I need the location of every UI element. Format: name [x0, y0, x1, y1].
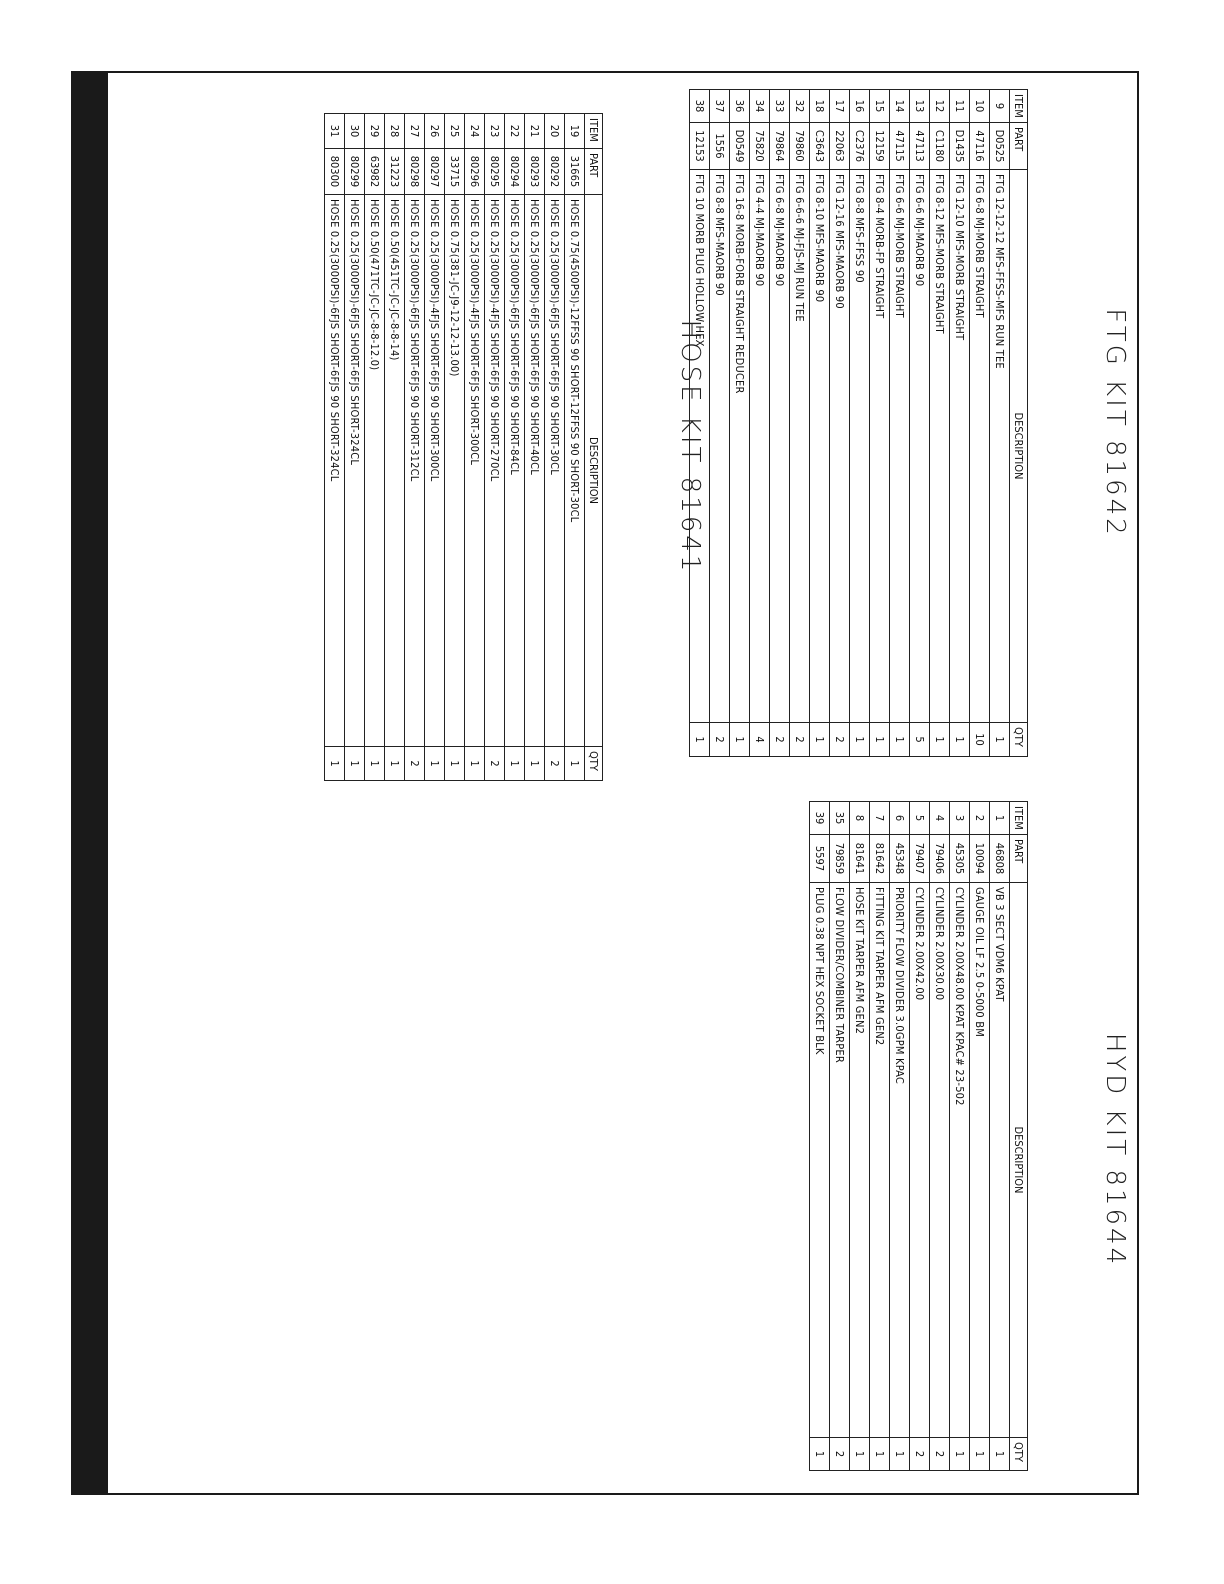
rotated-sheet — [85, 79, 1130, 1491]
qty-cell: 1 — [950, 1437, 970, 1470]
description-cell: FTG 8-4 MORB-FP STRAIGHT — [870, 169, 890, 722]
part-cell: D0525 — [990, 122, 1010, 169]
qty-cell: 1 — [690, 723, 710, 757]
qty-cell: 1 — [730, 723, 750, 757]
header-qty: QTY — [585, 747, 603, 781]
description-cell: HOSE 0.25(3000PSI)-6FJS SHORT-6FJS 90 SHORT-84CL — [505, 194, 525, 746]
part-cell: D1435 — [950, 122, 970, 169]
table-row — [890, 802, 910, 1471]
description-cell: FTG 8-8 MFS-FFSS 90 — [850, 169, 870, 722]
description-cell: HOSE 0.25(3000PSI)-6FJS SHORT-6FJS 90 SHORT-30CL — [545, 194, 565, 746]
part-cell: 80299 — [345, 148, 365, 194]
part-cell: 12159 — [870, 122, 890, 169]
item-cell: 7 — [870, 802, 890, 835]
item-cell: 29 — [365, 114, 385, 149]
qty-cell: 1 — [810, 723, 830, 757]
qty-cell: 2 — [790, 723, 810, 757]
part-cell: 1556 — [710, 122, 730, 169]
part-cell: 80297 — [425, 148, 445, 194]
qty-cell: 1 — [465, 747, 485, 781]
item-cell: 2 — [970, 802, 990, 835]
table-header-row — [1010, 90, 1028, 757]
item-cell: 37 — [710, 90, 730, 123]
description-cell: FTG 8-8 MFS-MAORB 90 — [710, 169, 730, 722]
table-row — [990, 802, 1010, 1471]
hose-kit-table — [324, 113, 603, 781]
description-cell: PRIORITY FLOW DIVIDER 3.0GPM KPAC — [890, 882, 910, 1437]
item-cell: 18 — [810, 90, 830, 123]
part-cell: 31223 — [385, 148, 405, 194]
item-cell: 14 — [890, 90, 910, 123]
description-cell: HOSE 0.25(3000PSI)-6FJS SHORT-6FJS 90 SHORT-40CL — [525, 194, 545, 746]
part-cell: C3643 — [810, 122, 830, 169]
qty-cell: 1 — [385, 747, 405, 781]
qty-cell: 1 — [970, 1437, 990, 1470]
qty-cell: 1 — [325, 747, 345, 781]
table-row — [405, 114, 425, 781]
ftg-kit-title: FTG KIT 81642 — [1100, 308, 1130, 538]
item-cell: 3 — [950, 802, 970, 835]
header-description: DESCRIPTION — [585, 194, 603, 746]
qty-cell: 4 — [750, 723, 770, 757]
description-cell: CYLINDER 2.00X30.00 — [930, 882, 950, 1437]
part-cell: 80295 — [485, 148, 505, 194]
item-cell: 12 — [930, 90, 950, 123]
table-row — [790, 90, 810, 757]
description-cell: FTG 8-10 MFS-MAORB 90 — [810, 169, 830, 722]
description-cell: FTG 12-12-12 MFS-FFSS-MFS RUN TEE — [990, 169, 1010, 722]
qty-cell: 1 — [950, 723, 970, 757]
qty-cell: 2 — [830, 1437, 850, 1470]
item-cell: 34 — [750, 90, 770, 123]
description-cell: HOSE 0.25(3000PSI)-6FJS SHORT-6FJS 90 SHORT-312CL — [405, 194, 425, 746]
part-cell: 79407 — [910, 834, 930, 882]
description-cell: FTG 8-12 MFS-MORB STRAIGHT — [930, 169, 950, 722]
description-cell: FTG 6-6 MJ-MAORB 90 — [910, 169, 930, 722]
part-cell: 80294 — [505, 148, 525, 194]
table-row — [810, 90, 830, 757]
description-cell: FTG 6-8 MJ-MORB STRAIGHT — [970, 169, 990, 722]
item-cell: 39 — [810, 802, 830, 835]
qty-cell: 2 — [830, 723, 850, 757]
qty-cell: 10 — [970, 723, 990, 757]
part-cell: 47115 — [890, 122, 910, 169]
part-cell: C2376 — [850, 122, 870, 169]
qty-cell: 5 — [910, 723, 930, 757]
table-row — [750, 90, 770, 757]
table-header-row — [585, 114, 603, 781]
description-cell: CYLINDER 2.00X42.00 — [910, 882, 930, 1437]
description-cell: FTG 4-4 MJ-MAORB 90 — [750, 169, 770, 722]
description-cell: FLOW DIVIDER/COMBINER TARPER — [830, 882, 850, 1437]
table-row — [850, 802, 870, 1471]
qty-cell: 1 — [425, 747, 445, 781]
qty-cell: 1 — [445, 747, 465, 781]
qty-cell: 1 — [850, 723, 870, 757]
part-cell: 79859 — [830, 834, 850, 882]
description-cell: HOSE 0.75(381-JC-J9-12-12-13.00) — [445, 194, 465, 746]
header-description: DESCRIPTION — [1010, 169, 1028, 722]
qty-cell: 1 — [990, 1437, 1010, 1470]
qty-cell: 1 — [890, 1437, 910, 1470]
description-cell: HOSE KIT TARPER AFM GEN2 — [850, 882, 870, 1437]
part-cell: 81641 — [850, 834, 870, 882]
part-cell: 45305 — [950, 834, 970, 882]
item-cell: 5 — [910, 802, 930, 835]
qty-cell: 1 — [565, 747, 585, 781]
header-item: ITEM — [1010, 802, 1028, 835]
table-row — [890, 90, 910, 757]
item-cell: 17 — [830, 90, 850, 123]
description-cell: HOSE 0.25(3000PSI)-4FJS SHORT-6FJS 90 SHORT-270CL — [485, 194, 505, 746]
table-row — [565, 114, 585, 781]
qty-cell: 1 — [345, 747, 365, 781]
part-cell: 79864 — [770, 122, 790, 169]
qty-cell: 1 — [930, 723, 950, 757]
qty-cell: 1 — [870, 723, 890, 757]
table-row — [990, 90, 1010, 757]
item-cell: 23 — [485, 114, 505, 149]
header-part: PART — [1010, 122, 1028, 169]
item-cell: 15 — [870, 90, 890, 123]
table-row — [970, 802, 990, 1471]
table-row — [525, 114, 545, 781]
part-cell: 80293 — [525, 148, 545, 194]
qty-cell: 2 — [910, 1437, 930, 1470]
description-cell: FTG 12-16 MFS-MAORB 90 — [830, 169, 850, 722]
item-cell: 28 — [385, 114, 405, 149]
qty-cell: 2 — [710, 723, 730, 757]
qty-cell: 1 — [850, 1437, 870, 1470]
description-cell: HOSE 0.25(3000PSI)-4FJS SHORT-6FJS SHORT-300CL — [465, 194, 485, 746]
hyd-kit-title: HYD KIT 81644 — [1100, 1032, 1130, 1268]
item-cell: 11 — [950, 90, 970, 123]
part-cell: 75820 — [750, 122, 770, 169]
item-cell: 16 — [850, 90, 870, 123]
header-item: ITEM — [585, 114, 603, 149]
item-cell: 31 — [325, 114, 345, 149]
part-cell: 12153 — [690, 122, 710, 169]
table-row — [910, 802, 930, 1471]
qty-cell: 1 — [505, 747, 525, 781]
table-row — [505, 114, 525, 781]
part-cell: C1180 — [930, 122, 950, 169]
table-row — [870, 802, 890, 1471]
item-cell: 21 — [525, 114, 545, 149]
table-row — [385, 114, 405, 781]
table-row — [830, 90, 850, 757]
description-cell: PLUG 0.38 NPT HEX SOCKET BLK — [810, 882, 830, 1437]
qty-cell: 2 — [930, 1437, 950, 1470]
item-cell: 35 — [830, 802, 850, 835]
table-row — [710, 90, 730, 757]
table-row — [770, 90, 790, 757]
table-row — [910, 90, 930, 757]
item-cell: 27 — [405, 114, 425, 149]
description-cell: HOSE 0.25(3000PSI)-6FJS SHORT-6FJS SHORT-324CL — [345, 194, 365, 746]
table-row — [485, 114, 505, 781]
table-row — [345, 114, 365, 781]
part-cell: D0549 — [730, 122, 750, 169]
qty-cell: 2 — [545, 747, 565, 781]
item-cell: 30 — [345, 114, 365, 149]
table-row — [545, 114, 565, 781]
part-cell: 81642 — [870, 834, 890, 882]
part-cell: 47113 — [910, 122, 930, 169]
table-header-row — [1010, 802, 1028, 1471]
item-cell: 8 — [850, 802, 870, 835]
table-row — [465, 114, 485, 781]
description-cell: FTG 10 MORB PLUG HOLLOW HEX — [690, 169, 710, 722]
description-cell: HOSE 0.50(451TC-JC-JC-8-8-14) — [385, 194, 405, 746]
header-part: PART — [1010, 834, 1028, 882]
table-row — [930, 802, 950, 1471]
part-cell: 45348 — [890, 834, 910, 882]
table-row — [950, 90, 970, 757]
header-item: ITEM — [1010, 90, 1028, 123]
part-cell: 46808 — [990, 834, 1010, 882]
qty-cell: 1 — [990, 723, 1010, 757]
part-cell: 79406 — [930, 834, 950, 882]
description-cell: HOSE 0.25(3000PSI)-6FJS SHORT-6FJS 90 SHORT-324CL — [325, 194, 345, 746]
hyd-kit-table — [809, 801, 1028, 1471]
table-row — [930, 90, 950, 757]
qty-cell: 1 — [890, 723, 910, 757]
table-row — [950, 802, 970, 1471]
qty-cell: 1 — [870, 1437, 890, 1470]
part-cell: 47116 — [970, 122, 990, 169]
table-row — [970, 90, 990, 757]
table-row — [365, 114, 385, 781]
item-cell: 4 — [930, 802, 950, 835]
item-cell: 1 — [990, 802, 1010, 835]
qty-cell: 2 — [405, 747, 425, 781]
item-cell: 6 — [890, 802, 910, 835]
header-qty: QTY — [1010, 723, 1028, 757]
table-row — [325, 114, 345, 781]
item-cell: 22 — [505, 114, 525, 149]
qty-cell: 1 — [365, 747, 385, 781]
item-cell: 38 — [690, 90, 710, 123]
item-cell: 36 — [730, 90, 750, 123]
description-cell: FITTING KIT TARPER AFM GEN2 — [870, 882, 890, 1437]
table-row — [870, 90, 890, 757]
part-cell: 80296 — [465, 148, 485, 194]
description-cell: FTG 6-6 MJ-MORB STRAIGHT — [890, 169, 910, 722]
description-cell: GAUGE OIL LF 2.5 0-5000 BM — [970, 882, 990, 1437]
part-cell: 22063 — [830, 122, 850, 169]
part-cell: 5597 — [810, 834, 830, 882]
table-row — [445, 114, 465, 781]
part-cell: 33715 — [445, 148, 465, 194]
item-cell: 26 — [425, 114, 445, 149]
part-cell: 63982 — [365, 148, 385, 194]
header-part: PART — [585, 148, 603, 194]
table-row — [425, 114, 445, 781]
part-cell: 80298 — [405, 148, 425, 194]
description-cell: FTG 12-10 MFS-MORB STRAIGHT — [950, 169, 970, 722]
qty-cell: 1 — [810, 1437, 830, 1470]
description-cell: FTG 6-8 MJ-MAORB 90 — [770, 169, 790, 722]
part-cell: 80300 — [325, 148, 345, 194]
item-cell: 20 — [545, 114, 565, 149]
hose-kit-title: HOSE KIT 81641 — [675, 319, 705, 575]
item-cell: 25 — [445, 114, 465, 149]
header-qty: QTY — [1010, 1437, 1028, 1470]
qty-cell: 2 — [770, 723, 790, 757]
part-cell: 31665 — [565, 148, 585, 194]
table-row — [830, 802, 850, 1471]
description-cell: CYLINDER 2.00X48.00 KPAT KPAC# 23-502 — [950, 882, 970, 1437]
table-row — [850, 90, 870, 757]
item-cell: 32 — [790, 90, 810, 123]
table-row — [730, 90, 750, 757]
header-description: DESCRIPTION — [1010, 882, 1028, 1437]
description-cell: HOSE 0.50(471TC-JC-JC-8-8-12.0) — [365, 194, 385, 746]
item-cell: 9 — [990, 90, 1010, 123]
ftg-kit-table — [689, 89, 1028, 757]
part-cell: 80292 — [545, 148, 565, 194]
description-cell: FTG 6-6-6 MJ-FJS-MJ RUN TEE — [790, 169, 810, 722]
item-cell: 19 — [565, 114, 585, 149]
part-cell: 10094 — [970, 834, 990, 882]
description-cell: VB 3 SECT VDM6 KPAT — [990, 882, 1010, 1437]
table-row — [810, 802, 830, 1471]
description-cell: HOSE 0.25(3000PSI)-4FJS SHORT-6FJS 90 SHORT-300CL — [425, 194, 445, 746]
item-cell: 24 — [465, 114, 485, 149]
description-cell: HOSE 0.75(4500PSI)-12FFSS 90 SHORT-12FFSS 90 SHORT-30CL — [565, 194, 585, 746]
qty-cell: 2 — [485, 747, 505, 781]
item-cell: 33 — [770, 90, 790, 123]
item-cell: 10 — [970, 90, 990, 123]
qty-cell: 1 — [525, 747, 545, 781]
item-cell: 13 — [910, 90, 930, 123]
description-cell: FTG 16-8 MORB-FORB STRAIGHT REDUCER — [730, 169, 750, 722]
part-cell: 79860 — [790, 122, 810, 169]
